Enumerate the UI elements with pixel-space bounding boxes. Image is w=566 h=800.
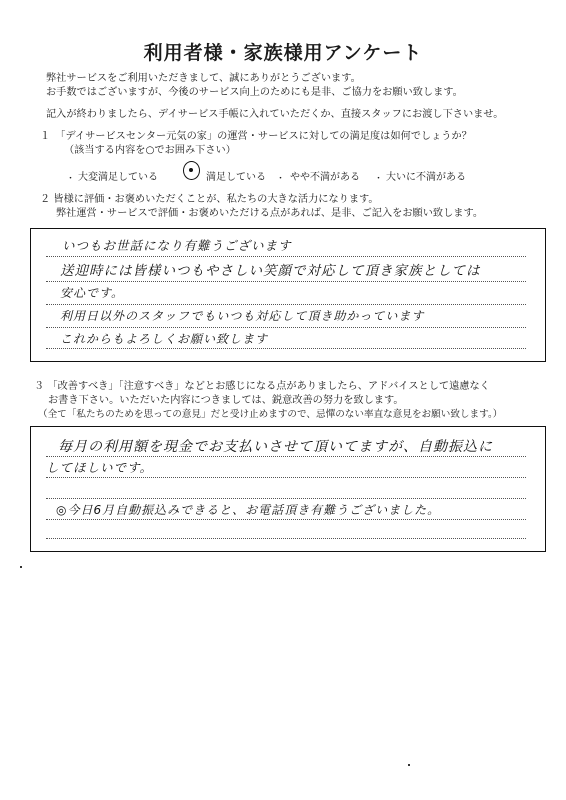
- q1-question: １ 「デイサービスセンター元気の家」の運営・サービスに対しての満足度は如何でしょうか？: [40, 131, 472, 142]
- q1-option-bullet: ・: [276, 174, 286, 184]
- q2-question: ２ 皆様に評価・お褒めいただくことが、私たちの大きな活力になります。: [40, 194, 379, 205]
- q3-question: ３ 「改善すべき」「注意すべき」などとお感じになる点がありましたら、アドバイスとして遠慮なく: [34, 381, 490, 392]
- q1-option-satisfied: 満足している: [206, 172, 266, 183]
- selected-dot-mark: [189, 168, 193, 172]
- q3-instruction-2: （全て「私たちのためを思っての意見」だと受け止めますので、忌憚のない率直な意見をお願い致します。）: [38, 409, 503, 420]
- answer-rule: [46, 348, 526, 349]
- answer-rule: [46, 519, 526, 520]
- q1-option-very-dissatisfied: 大いに不満がある: [386, 172, 466, 183]
- q1-option-very-satisfied: 大変満足している: [78, 172, 158, 183]
- q2-handwritten-line-5: これからもよろしくお願い致します: [60, 332, 269, 346]
- q2-instruction: 弊社運営・サービスで評価・お褒めいただける点があれば、是非、ご記入をお願い致します。: [56, 208, 484, 219]
- answer-rule: [46, 477, 526, 478]
- intro-line-2: お手数ではございますが、今後のサービス向上のためにも是非、ご協力をお願い致します。: [46, 87, 463, 98]
- answer-rule: [46, 281, 526, 282]
- page-title: 利用者様・家族様用アンケート: [143, 42, 423, 64]
- answer-rule: [46, 304, 526, 305]
- q3-handwritten-line-1: 毎月の利用額を現金でお支払いさせて頂いてますが、自動振込に: [58, 439, 493, 455]
- scan-speck: [20, 566, 22, 568]
- answer-rule: [46, 256, 526, 257]
- answer-rule: [46, 538, 526, 539]
- q1-instruction: （該当する内容を○でお囲み下さい）: [64, 145, 236, 156]
- intro-line-1: 弊社サービスをご利用いただきまして、誠にありがとうございます。: [46, 73, 361, 84]
- answer-rule: [46, 498, 526, 499]
- q3-handwritten-line-2: してほしいです。: [46, 460, 154, 475]
- q3-instruction-1: お書き下さい。いただいた内容につきましては、鋭意改善の努力を致します。: [48, 395, 404, 406]
- q3-handwritten-line-4: ◎今日6月自動振込みできると、お電話頂き有難うございました。: [56, 503, 441, 517]
- q2-handwritten-line-3: 安心です。: [60, 286, 125, 300]
- intro-line-3: 記入が終わりましたら、デイサービス手帳に入れていただくか、直接スタッフにお渡し下さいませ。: [46, 109, 504, 120]
- q2-handwritten-line-2: 送迎時には皆様いつもやさしい笑顔で対応して頂き家族としては: [60, 263, 481, 279]
- answer-rule: [46, 327, 526, 328]
- q2-handwritten-line-4: 利用日以外のスタッフでもいつも対応して頂き助かっています: [60, 309, 425, 323]
- q1-option-bullet: ・: [66, 174, 76, 184]
- q1-option-somewhat-dissatisfied: やや不満がある: [290, 172, 360, 183]
- q1-option-bullet: ・: [374, 174, 384, 184]
- scan-speck: [408, 764, 410, 766]
- answer-rule: [46, 456, 526, 457]
- q2-handwritten-line-1: いつもお世話になり有難うございます: [62, 238, 292, 253]
